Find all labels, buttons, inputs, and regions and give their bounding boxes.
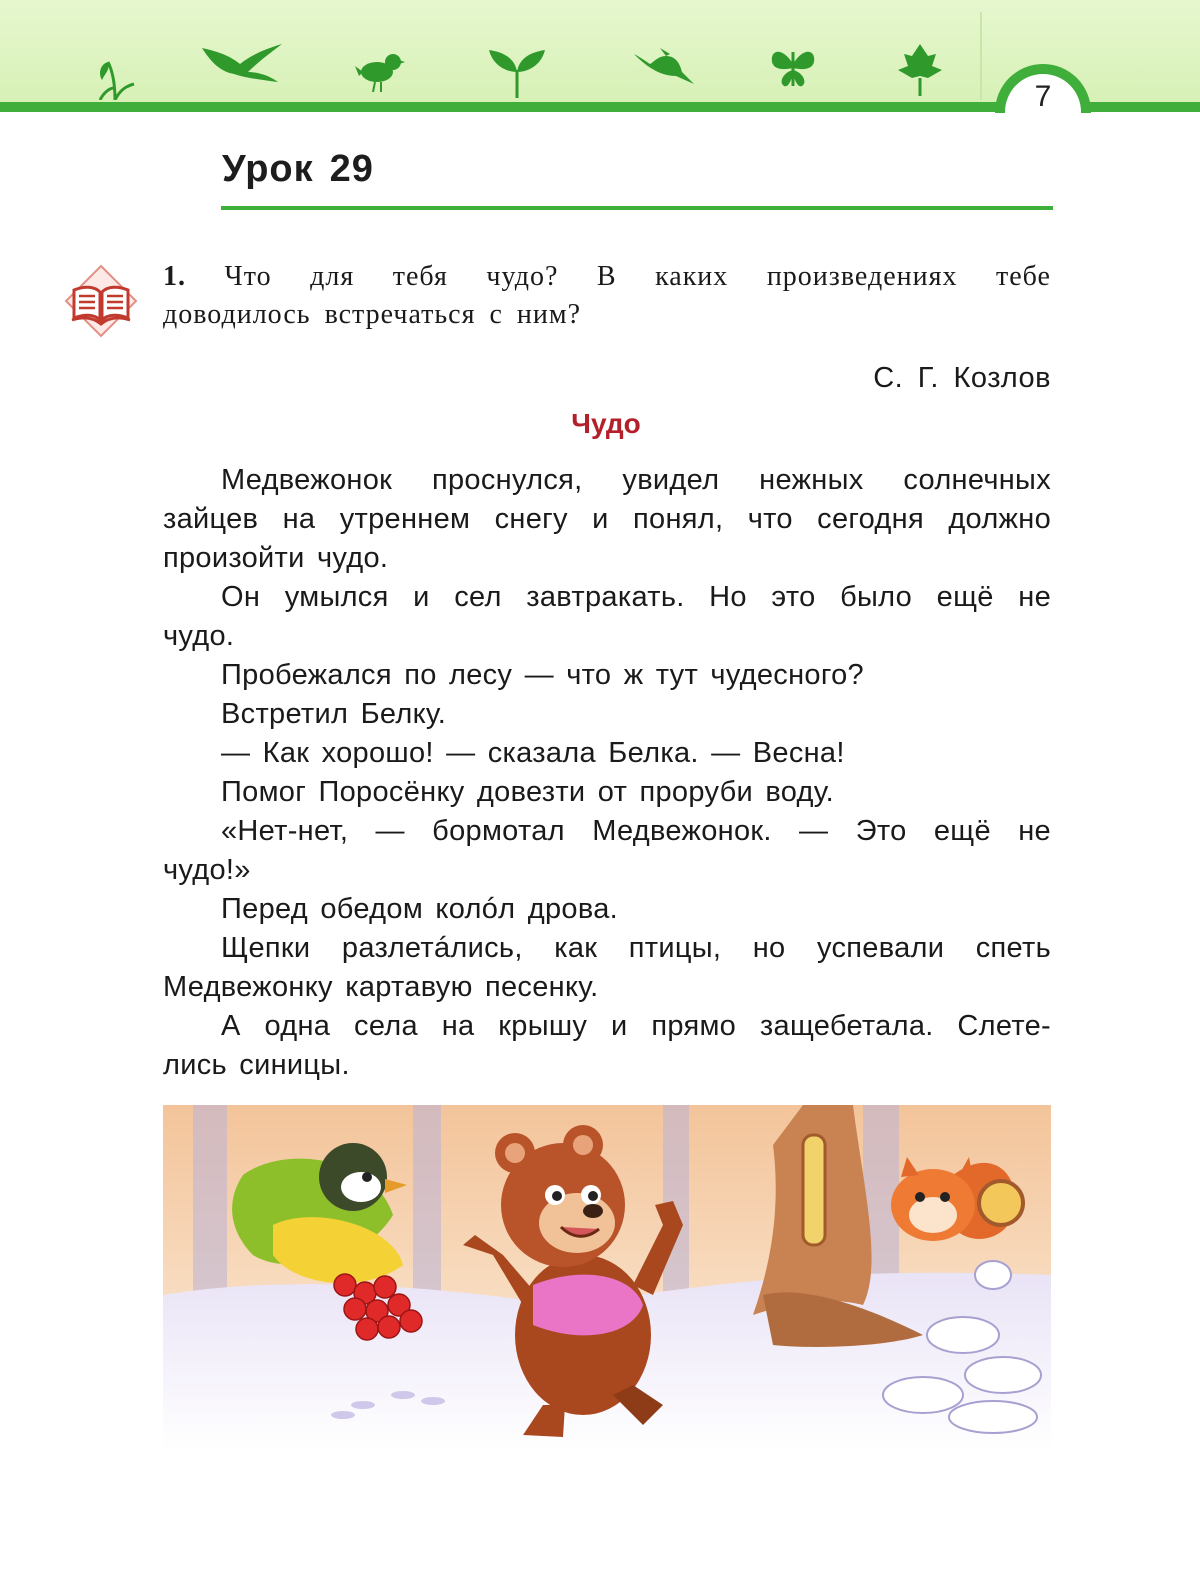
- story-line: Медвежонку картавую песенку.: [163, 971, 599, 1003]
- story-line: Щепки разлетáлись, как птицы, но успевали спеть: [221, 932, 1051, 964]
- task-question: [163, 258, 1051, 334]
- header-icon-row: [80, 42, 960, 102]
- story-line: лись синицы.: [163, 1049, 350, 1081]
- story-author: С. Г. Козлов: [873, 362, 1051, 394]
- story-line: Он умылся и сел завтракать. Но это было ещё не: [221, 581, 1051, 613]
- task-text-line-2: доводилось встречаться с ним?: [163, 299, 581, 330]
- swallow-icon: [200, 42, 284, 82]
- story-line: чудо.: [163, 620, 235, 652]
- reading-book-icon: [64, 264, 138, 338]
- page-tab-mask: [990, 113, 1100, 173]
- butterfly-icon: [768, 42, 818, 92]
- page-number: 7: [1034, 80, 1052, 113]
- story-line: Медвежонок проснулся, увидел нежных солнечных: [221, 464, 1051, 496]
- header-divider: [980, 12, 982, 100]
- bird-icon: [355, 42, 405, 92]
- story-line: Пробежался по лесу — что ж тут чудесного?: [221, 659, 864, 691]
- story-line: «Нет-нет, — бормотал Медвежонок. — Это ещё не: [221, 815, 1051, 847]
- title-rule: [221, 206, 1053, 210]
- task-number: 1.: [163, 261, 186, 292]
- snowdrop-icon: [90, 42, 140, 100]
- story-line: Встретил Белку.: [221, 698, 447, 730]
- story-line: Перед обедом колóл дрова.: [221, 893, 618, 925]
- task-text-line-1: Что для тебя чудо? В каких произведениях тебе: [224, 261, 1051, 292]
- story-line: Помог Поросёнку довезти от проруби воду.: [221, 776, 835, 808]
- story-illustration: [163, 1105, 1051, 1450]
- story-text: [163, 461, 1051, 1085]
- story-line: А одна села на крышу и прямо защебетала. Слете-: [221, 1010, 1051, 1042]
- story-title: Чудо: [571, 408, 641, 439]
- bird-icon: [630, 42, 696, 88]
- story-line: зайцев на утреннем снегу и понял, что сегодня должно: [163, 503, 1051, 535]
- sprout-icon: [485, 42, 549, 98]
- leaf-icon: [898, 42, 942, 96]
- story-line: чудо!»: [163, 854, 251, 886]
- lesson-word: Урок: [222, 148, 314, 190]
- story-line: произойти чудо.: [163, 542, 389, 574]
- lesson-title: [222, 148, 374, 191]
- task-line: [163, 258, 1051, 296]
- story-line: — Как хорошо! — сказала Белка. — Весна!: [221, 737, 845, 769]
- lesson-number: 29: [329, 148, 374, 190]
